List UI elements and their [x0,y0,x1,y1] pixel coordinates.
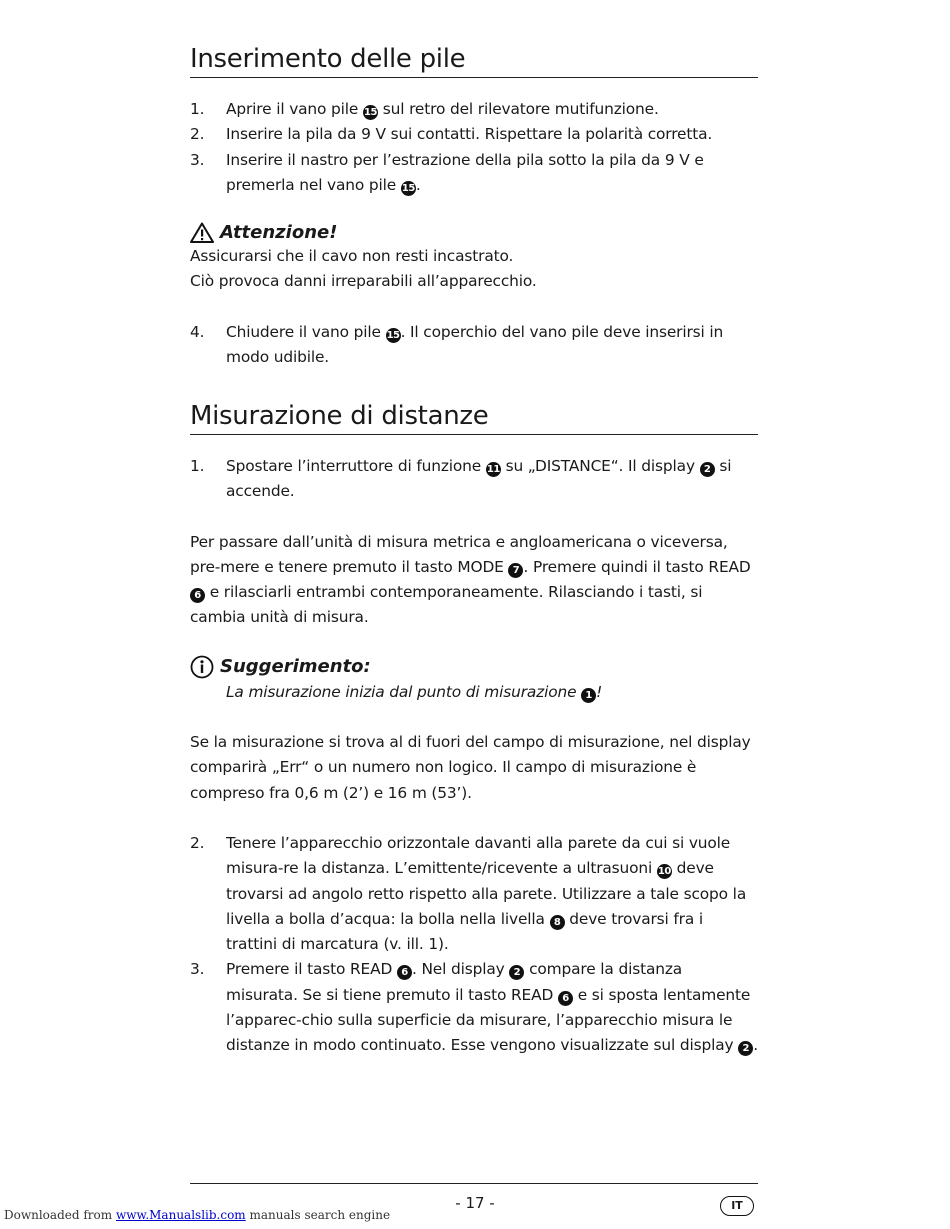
step-number: 1. [190,457,205,475]
ref-marker: 6 [558,991,573,1006]
ref-marker: 11 [486,464,500,475]
step-text: Spostare l’interruttore di funzione [226,457,486,475]
list-item [190,320,758,371]
range-paragraph: Se la misurazione si trova al di fuori del campo di misurazione, nel display comparirà „Err“ o un numero non logico. Il campo di misurazione è compreso fra 0,6 m (2’) e 16 m (53’). [190,733,751,802]
step-number: 3. [190,150,205,169]
section-title-distance: Misurazione di distanze [190,401,758,435]
ref-marker: 6 [397,965,412,980]
distance-steps-list-continued [190,831,758,1059]
ref-marker: 2 [509,965,524,980]
ref-marker: 6 [190,588,205,603]
list-item [190,122,758,147]
section-distance-measurement [190,401,758,1059]
step-number: 2. [190,833,205,852]
page-number: - 17 - [455,1194,495,1212]
manualslib-link[interactable]: www.Manualslib.com [115,1208,246,1222]
step-text: . [753,1036,758,1055]
para-text: e rilasciarli entrambi contemporaneamente. Rilasciando i tasti, si cambia unità di misura. [190,583,703,627]
ref-marker: 2 [700,462,715,477]
warning-title: Attenzione! [220,222,338,244]
warning-line: Assicurarsi che il cavo non resti incastrato. [190,247,514,266]
step-number: 2. [190,125,205,144]
warning-line: Ciò provoca danni irreparabili all’apparecchio. [190,272,537,291]
ref-marker: 15 [364,107,377,118]
tip-title: Suggerimento: [220,656,371,678]
step-text: Tenere l’apparecchio orizzontale davanti alla parete da cui si vuole misura-re la distanza. L’emittente/ricevente a ultrasuoni [226,833,731,878]
download-credit-prefix: Downloaded from [4,1208,116,1222]
list-item [190,831,758,957]
step-text: compare la distanza misurata. Se si tiene premuto il tasto READ [226,960,683,1004]
section-battery-insertion [190,44,758,370]
ref-marker: 7 [508,563,523,578]
warning-block [190,222,758,295]
battery-steps-list-continued [190,320,758,371]
tip-text [190,680,758,705]
distance-steps-list [190,454,758,505]
warning-heading [190,222,758,243]
step-text: Premere il tasto READ [226,960,397,979]
ref-marker: 8 [550,915,565,930]
tip-block [190,655,758,705]
tip-heading [190,655,758,679]
battery-steps-list [190,97,758,198]
step-text: sul retro del rilevatore mutifunzione. [377,100,659,118]
step-text: Chiudere il vano pile [226,322,386,341]
step-text: deve trovarsi ad angolo retto rispetto alla parete. Utilizzare a tale scopo la livella a bolla d’acqua: la bolla nella livella [226,859,747,928]
warning-text [190,244,758,295]
step-text: Inserire la pila da 9 V sui contatti. Rispettare la polarità corretta. [226,125,713,144]
unit-switch-paragraph [190,530,758,631]
para-text: Per passare dall’unità di misura metrica e angloamericana o viceversa, pre-mere e tenere premuto il tasto MODE [190,532,728,576]
step-text: Aprire il vano pile [226,100,363,118]
download-credit [4,1208,390,1222]
step-number: 4. [190,322,205,341]
download-credit-suffix: manuals search engine [245,1208,391,1222]
step-text: . Il coperchio del vano pile deve inserirsi in modo udibile. [226,322,724,367]
ref-marker: 10 [657,866,671,878]
tip-text-part: ! [596,682,603,701]
list-item [190,148,758,199]
step-text: su „DISTANCE“. Il display [500,457,700,475]
list-item [190,957,758,1058]
ref-marker: 15 [386,329,400,341]
footer-divider [190,1183,758,1184]
tip-text-part: La misurazione inizia dal punto di misurazione [226,682,582,701]
list-item [190,454,758,505]
step-number: 3. [190,960,205,979]
step-text: si accende. [226,457,732,501]
info-icon [190,655,214,679]
step-text: deve trovarsi fra i trattini di marcatura (v. ill. 1). [226,909,703,954]
step-text: . [415,175,421,194]
list-item [190,97,758,122]
language-badge: IT [720,1196,754,1216]
warning-triangle-icon [190,222,214,243]
para-text: . Premere quindi il tasto READ [523,557,751,576]
step-number: 1. [190,100,205,118]
step-text: e si sposta lentamente l’apparec-chio sulla superficie da misurare, l’apparecchio misura le distanze in modo continuato. Esse vengono visualizzate sul display [226,985,751,1055]
ref-marker: 2 [738,1041,753,1056]
step-text: . Nel display [411,960,510,979]
step-text: Inserire il nastro per l’estrazione della pila sotto la pila da 9 V e premerla nel vano pile [226,150,704,194]
ref-marker: 15 [401,182,415,194]
section-title-batteries: Inserimento delle pile [190,44,758,78]
ref-marker: 1 [581,688,596,703]
